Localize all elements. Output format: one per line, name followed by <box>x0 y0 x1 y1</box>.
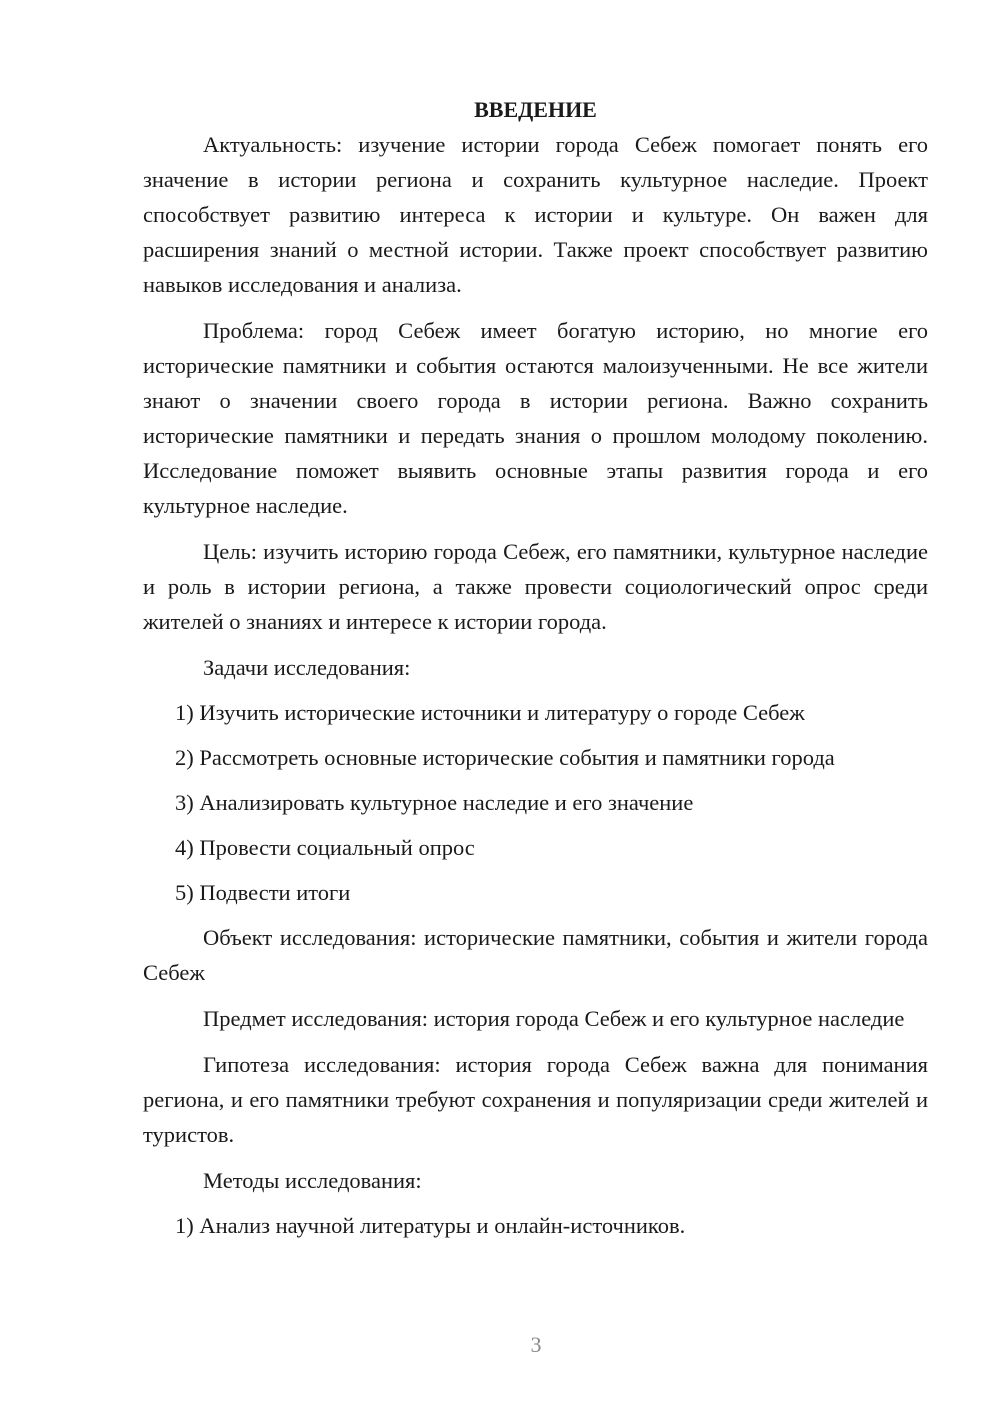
page-number: 3 <box>530 1332 542 1357</box>
document-page <box>143 92 928 1253</box>
subject-paragraph: Предмет исследования: история города Себеж и его культурное наследие <box>203 1006 905 1031</box>
hypothesis-paragraph: Гипотеза исследования: история города Себеж важна для понимания региона, и его памятники требуют сохранения и популяризации среди жителей и туристов. <box>143 1052 928 1147</box>
tasks-list <box>143 695 928 910</box>
problem-paragraph: Проблема: город Себеж имеет богатую историю, но многие его исторические памятники и события остаются малоизученными. Не все жители знают о значении своего города в истории региона. Важно сохранить исторические памятники и передать знания о прошлом молодому поколению. Исследование поможет выявить основные этапы развития города и его культурное наследие. <box>143 318 928 518</box>
task-item: 5) Подвести итоги <box>175 880 351 905</box>
task-item: 3) Анализировать культурное наследие и его значение <box>175 790 694 815</box>
methods-list <box>143 1208 928 1243</box>
relevance-paragraph: Актуальность: изучение истории города Себеж помогает понять его значение в истории региона и сохранить культурное наследие. Проект способствует развитию интереса к истории и культуре. Он важен для расширения знаний о местной истории. Также проект способствует развитию навыков исследования и анализа. <box>143 132 928 297</box>
object-paragraph: Объект исследования: исторические памятники, события и жители города Себеж <box>143 925 928 985</box>
goal-paragraph: Цель: изучить историю города Себеж, его памятники, культурное наследие и роль в истории региона, а также провести социологический опрос среди жителей о знаниях и интересе к истории города. <box>143 539 928 634</box>
task-item: 1) Изучить исторические источники и литературу о городе Себеж <box>175 700 805 725</box>
section-title: ВВЕДЕНИЕ <box>474 97 597 122</box>
methods-heading: Методы исследования: <box>203 1168 422 1193</box>
tasks-heading: Задачи исследования: <box>203 655 411 680</box>
task-item: 2) Рассмотреть основные исторические события и памятники города <box>175 745 835 770</box>
task-item: 4) Провести социальный опрос <box>175 835 475 860</box>
method-item: 1) Анализ научной литературы и онлайн-источников. <box>175 1213 686 1238</box>
